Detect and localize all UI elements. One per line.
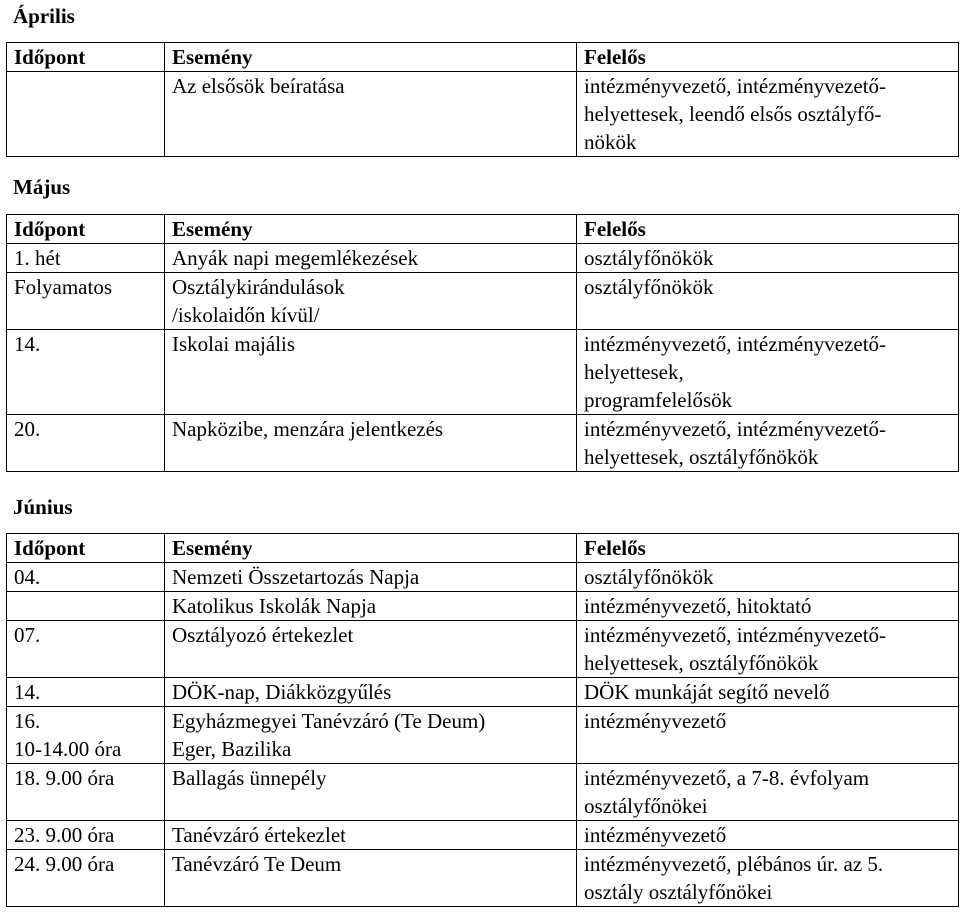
cell-line: helyettesek, [584, 360, 684, 384]
responsible-cell [577, 415, 959, 472]
time-cell [7, 415, 165, 472]
cell-line: Osztályozó értekezlet [172, 623, 354, 647]
cell-line: Napközibe, menzára jelentkezés [172, 417, 444, 441]
cell-line: osztályfőnökei [584, 794, 708, 818]
cell-line: programfelelősök [584, 388, 733, 412]
cell-line: Katolikus Iskolák Napja [172, 594, 377, 618]
table-row [7, 273, 959, 330]
time-cell [7, 621, 165, 678]
cell-line: Eger, Bazilika [172, 737, 292, 761]
responsible-cell [577, 244, 959, 273]
cell-line: osztályfőnökök [584, 565, 714, 589]
event-cell [165, 592, 577, 621]
column-header: Esemény [165, 43, 577, 72]
cell-line: DÖK munkáját segítő nevelő [584, 680, 830, 704]
cell-line: 14. [14, 680, 41, 704]
table-row [7, 707, 959, 764]
cell-line: 16. [14, 709, 41, 733]
time-cell [7, 330, 165, 415]
cell-line: helyettesek, leendő elsős osztályfő- [584, 102, 882, 126]
event-cell [165, 563, 577, 592]
table-row [7, 563, 959, 592]
cell-line: intézményvezető, intézményvezető- [584, 417, 887, 441]
time-cell [7, 764, 165, 821]
time-cell [7, 563, 165, 592]
event-cell [165, 244, 577, 273]
cell-line: 20. [14, 417, 41, 441]
table-row [7, 850, 959, 907]
schedule-table-june [6, 533, 959, 907]
responsible-cell [577, 273, 959, 330]
responsible-cell [577, 563, 959, 592]
cell-line: Az elsősök beíratása [172, 74, 345, 98]
cell-line: intézményvezető, intézményvezető- [584, 74, 887, 98]
column-header: Felelős [577, 43, 959, 72]
time-cell [7, 707, 165, 764]
time-cell [7, 592, 165, 621]
responsible-cell [577, 592, 959, 621]
cell-line: Egyházmegyei Tanévzáró (Te Deum) [172, 709, 486, 733]
header-row [7, 43, 959, 72]
time-cell [7, 244, 165, 273]
cell-line: intézményvezető, plébános úr. az 5. [584, 852, 884, 876]
cell-line: Folyamatos [14, 275, 112, 299]
table-row [7, 821, 959, 850]
time-cell [7, 72, 165, 157]
table-row [7, 764, 959, 821]
cell-line: osztály osztályfőnökei [584, 880, 773, 904]
responsible-cell [577, 678, 959, 707]
column-header: Időpont [7, 534, 165, 563]
month-title: Május [13, 175, 71, 199]
responsible-cell [577, 330, 959, 415]
column-header: Felelős [577, 534, 959, 563]
time-cell [7, 850, 165, 907]
event-cell [165, 72, 577, 157]
event-cell [165, 621, 577, 678]
cell-line: Tanévzáró Te Deum [172, 852, 342, 876]
header-row [7, 534, 959, 563]
responsible-cell [577, 850, 959, 907]
cell-line: 1. hét [14, 246, 61, 270]
event-cell [165, 850, 577, 907]
cell-line: intézményvezető, a 7-8. évfolyam [584, 766, 870, 790]
header-row [7, 215, 959, 244]
cell-line: intézményvezető, intézményvezető- [584, 332, 887, 356]
responsible-cell [577, 707, 959, 764]
event-cell [165, 330, 577, 415]
cell-line: Nemzeti Összetartozás Napja [172, 565, 420, 589]
event-cell [165, 415, 577, 472]
responsible-cell [577, 72, 959, 157]
cell-line: Tanévzáró értekezlet [172, 823, 346, 847]
event-cell [165, 707, 577, 764]
column-header: Felelős [577, 215, 959, 244]
cell-line: DÖK-nap, Diákközgyűlés [172, 680, 392, 704]
column-header: Esemény [165, 215, 577, 244]
cell-line: 04. [14, 565, 41, 589]
cell-line: Osztálykirándulások [172, 275, 345, 299]
cell-line: helyettesek, osztályfőnökök [584, 651, 819, 675]
table-row [7, 621, 959, 678]
column-header: Időpont [7, 215, 165, 244]
cell-line: 24. 9.00 óra [14, 852, 115, 876]
table-row [7, 72, 959, 157]
cell-line: osztályfőnökök [584, 275, 714, 299]
time-cell [7, 678, 165, 707]
cell-line: 07. [14, 623, 41, 647]
cell-line: Iskolai majális [172, 332, 296, 356]
cell-line: intézményvezető [584, 709, 727, 733]
cell-line: 23. 9.00 óra [14, 823, 115, 847]
table-row [7, 592, 959, 621]
table-row [7, 678, 959, 707]
cell-line: intézményvezető, intézményvezető- [584, 623, 887, 647]
column-header: Esemény [165, 534, 577, 563]
cell-line: nökök [584, 130, 637, 154]
table-row [7, 415, 959, 472]
cell-line: intézményvezető [584, 823, 727, 847]
cell-line: helyettesek, osztályfőnökök [584, 445, 819, 469]
column-header: Időpont [7, 43, 165, 72]
event-cell [165, 678, 577, 707]
responsible-cell [577, 821, 959, 850]
cell-line: 18. 9.00 óra [14, 766, 115, 790]
cell-line: 10-14.00 óra [14, 737, 122, 761]
table-row [7, 244, 959, 273]
cell-line: intézményvezető, hitoktató [584, 594, 812, 618]
table-row [7, 330, 959, 415]
cell-line: 14. [14, 332, 41, 356]
time-cell [7, 821, 165, 850]
responsible-cell [577, 621, 959, 678]
schedule-table-april [6, 42, 959, 157]
cell-line: /iskolaidőn kívül/ [172, 303, 320, 327]
event-cell [165, 764, 577, 821]
responsible-cell [577, 764, 959, 821]
event-cell [165, 821, 577, 850]
event-cell [165, 273, 577, 330]
cell-line: osztályfőnökök [584, 246, 714, 270]
cell-line: Ballagás ünnepély [172, 766, 327, 790]
month-title: Április [13, 4, 75, 28]
month-title: Június [13, 495, 73, 519]
time-cell [7, 273, 165, 330]
schedule-table-may [6, 214, 959, 472]
cell-line: Anyák napi megemlékezések [172, 246, 419, 270]
